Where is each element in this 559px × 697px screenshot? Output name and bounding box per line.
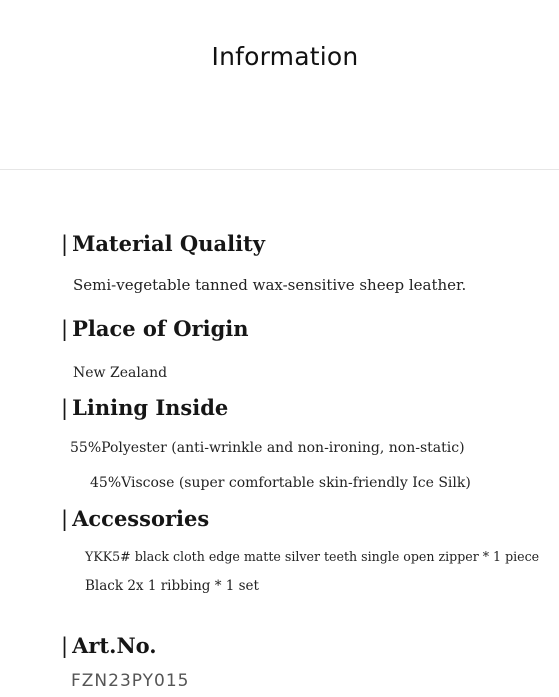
heading-label: Art.No. <box>72 633 157 658</box>
lining-inside-heading <box>61 395 228 420</box>
heading-bar: | <box>61 507 69 531</box>
accessories-ribbing-text: Black 2x 1 ribbing * 1 set <box>85 578 259 594</box>
header-divider <box>0 169 559 170</box>
heading-bar: | <box>61 232 69 256</box>
heading-label: Lining Inside <box>72 395 229 420</box>
accessories-heading <box>61 506 209 531</box>
heading-label: Place of Origin <box>72 316 249 341</box>
art-no-value: FZN23PY015 <box>71 671 190 691</box>
material-quality-heading <box>61 231 265 256</box>
heading-label: Material Quality <box>72 231 265 256</box>
heading-bar: | <box>61 317 69 341</box>
material-quality-text: Semi-vegetable tanned wax-sensitive sheep leather. <box>73 276 467 294</box>
page-title: Information <box>211 42 359 71</box>
heading-bar: | <box>61 634 69 658</box>
place-of-origin-heading <box>61 316 249 341</box>
art-no-heading <box>61 633 157 658</box>
heading-label: Accessories <box>72 506 210 531</box>
accessories-zipper-text: YKK5# black cloth edge matte silver teeth single open zipper * 1 piece <box>85 549 540 564</box>
lining-polyester-text: 55%Polyester (anti-wrinkle and non-ironing, non-static) <box>70 440 465 456</box>
heading-bar: | <box>61 396 69 420</box>
lining-viscose-text: 45%Viscose (super comfortable skin-friendly Ice Silk) <box>90 475 471 491</box>
place-of-origin-text: New Zealand <box>73 365 168 381</box>
